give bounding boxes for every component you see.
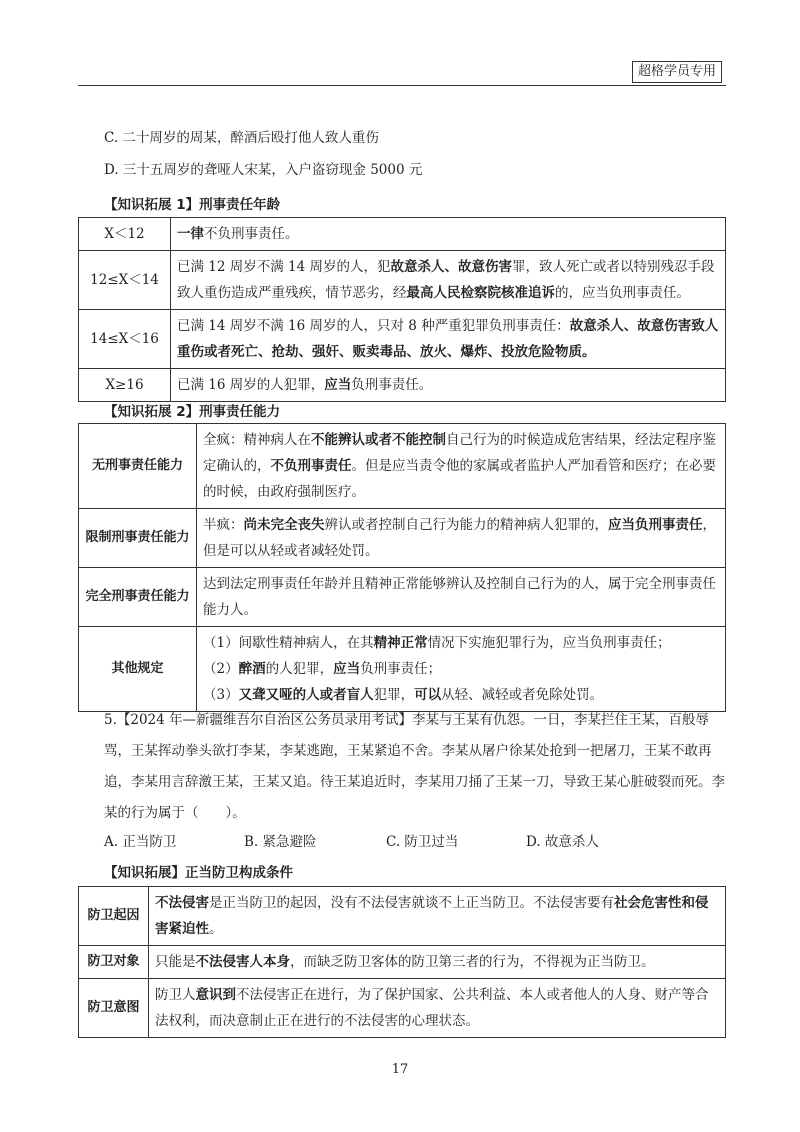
- bold-text: 不法侵害: [155, 895, 209, 911]
- q5-option-b: B. 紧急避险: [244, 834, 317, 850]
- ext1-title: 【知识拓展 1】刑事责任年龄: [104, 197, 281, 213]
- text: 辨认或者控制自己行为能力的精神病人犯罪的，: [324, 517, 608, 533]
- q5-option-d: D. 故意杀人: [526, 834, 599, 850]
- capacity-desc: [197, 627, 726, 712]
- age-range: 12≤X＜14: [79, 251, 171, 310]
- text: 情况下实施犯罪行为，应当负刑事责任；: [427, 635, 671, 651]
- bold-text: 不能辨认或者不能控制: [311, 432, 446, 448]
- bold-text: 社会危害性和侵害紧迫性: [155, 895, 709, 937]
- capacity-label: 无刑事责任能力: [79, 424, 197, 509]
- text: 是正当防卫的起因，没有不法侵害就谈不上正当防卫。不法侵害要有: [209, 895, 614, 911]
- capacity-line: [203, 656, 719, 682]
- text: 已满 12 周岁不满 14 周岁的人，犯: [177, 259, 391, 275]
- text: 防卫人: [155, 987, 196, 1003]
- defense-desc: [149, 887, 726, 946]
- option-c: C. 二十周岁的周某，醉酒后殴打他人致人重伤: [104, 130, 379, 146]
- bold-text: 应当: [324, 377, 352, 393]
- bold-text: 意识到: [195, 987, 236, 1003]
- age-rule: [171, 369, 726, 402]
- question-5: 5.【2024 年—新疆维吾尔自治区公务员录用考试】李某与王某有仇怨。一日，李某拦住王某，百般辱骂，王某挥动拳头欲打李某，李某逃跑，王某紧追不舍。李某从屠户徐某处抢到一把屠刀，王某不敢再追，李某用言辞激王某，王某又追。待王某追近时，李某用刀捅了王某一刀，导致王某心脏破裂而死。李某的行为属于（ ）。: [104, 712, 725, 821]
- header-rule: [78, 85, 726, 86]
- text: （2）: [203, 661, 239, 677]
- text: 只能是: [155, 954, 196, 970]
- age-range: X＜12: [79, 218, 171, 251]
- text: 负刑事责任。: [351, 377, 433, 393]
- age-row: [79, 310, 726, 369]
- capacity-table: [78, 423, 726, 712]
- text: 负刑事责任；: [360, 661, 442, 677]
- q5-option-a: A. 正当防卫: [104, 834, 177, 850]
- capacity-row: [79, 627, 726, 712]
- age-rule: [171, 310, 726, 369]
- bold-text: 应当负刑事责任: [608, 517, 703, 533]
- defense-row: [79, 946, 726, 979]
- capacity-label: 其他规定: [79, 627, 197, 712]
- ext2-title: 【知识拓展 2】刑事责任能力: [104, 404, 281, 420]
- bold-text: 精神正常: [373, 635, 428, 651]
- text: （3）: [203, 687, 239, 703]
- capacity-desc: [197, 424, 726, 509]
- defense-label: 防卫起因: [79, 887, 149, 946]
- defense-desc: [149, 946, 726, 979]
- age-table: [78, 217, 726, 402]
- q5-option-c: C. 防卫过当: [386, 834, 459, 850]
- bold-text: 又聋又哑的人或者盲人: [238, 687, 374, 703]
- capacity-line: [203, 512, 719, 564]
- bold-text: 不法侵害人本身: [195, 954, 290, 970]
- capacity-row: [79, 509, 726, 568]
- defense-desc: [149, 979, 726, 1038]
- defense-row: [79, 887, 726, 946]
- text: 已满 16 周岁的人犯罪，: [177, 377, 325, 393]
- text: 已满 14 周岁不满 16 周岁的人，只对 8 种严重犯罪负刑事责任：: [177, 318, 570, 334]
- defense-label: 防卫对象: [79, 946, 149, 979]
- text: 不负刑事责任。: [204, 226, 299, 242]
- option-d: D. 三十五周岁的聋哑人宋某，入户盗窃现金 5000 元: [104, 162, 423, 178]
- age-row: [79, 251, 726, 310]
- defense-table: [78, 886, 726, 1038]
- text: 罪，致人死亡或者以特别残忍手段致人重伤造成严重残疾，情节恶劣，经: [177, 259, 715, 301]
- text: 自己行为的时候造成危害结果，经法定程序鉴定确认的，: [203, 432, 716, 474]
- text: 的，应当负刑事责任。: [555, 285, 690, 301]
- capacity-desc: [197, 509, 726, 568]
- text: ，但是可以从轻或者减轻处罚。: [203, 517, 716, 559]
- age-row: [79, 218, 726, 251]
- age-range: 14≤X＜16: [79, 310, 171, 369]
- bold-text: 一律: [177, 226, 204, 242]
- text: （1）间歇性精神病人，在其: [203, 635, 374, 651]
- capacity-line: [203, 571, 719, 623]
- capacity-row: [79, 568, 726, 627]
- defense-label: 防卫意图: [79, 979, 149, 1038]
- bold-text: 可以: [414, 687, 442, 703]
- capacity-label: 完全刑事责任能力: [79, 568, 197, 627]
- capacity-row: [79, 424, 726, 509]
- capacity-desc: [197, 568, 726, 627]
- text: 不法侵害正在进行，为了保护国家、公共利益、本人或者他人的人身、财产等合法权利，而决意制止正在进行的不法侵害的心理状态。: [155, 987, 709, 1029]
- bold-text: 应当: [333, 661, 361, 677]
- age-rule: [171, 218, 726, 251]
- ext3-title: 【知识拓展】正当防卫构成条件: [104, 865, 293, 881]
- bold-text: 最高人民检察院核准追诉: [406, 285, 555, 301]
- age-row: [79, 369, 726, 402]
- text: 犯罪，: [373, 687, 415, 703]
- text: 的人犯罪，: [265, 661, 334, 677]
- text: 。: [209, 921, 223, 937]
- page-number: 17: [391, 1062, 409, 1077]
- text: 全疯：精神病人在: [203, 432, 311, 448]
- bold-text: 故意杀人、故意伤害: [390, 259, 513, 275]
- defense-row: [79, 979, 726, 1038]
- bold-text: 尚未完全丧失: [243, 517, 325, 533]
- header-badge: 超格学员专用: [632, 61, 722, 83]
- text: 达到法定刑事责任年龄并且精神正常能够辨认及控制自己行为的人，属于完全刑事责任能力人。: [203, 576, 716, 618]
- text: 从轻、减轻或者免除处罚。: [441, 687, 604, 703]
- text: 半疯：: [203, 517, 244, 533]
- capacity-line: [203, 427, 719, 505]
- capacity-label: 限制刑事责任能力: [79, 509, 197, 568]
- text: ，而缺乏防卫客体的防卫第三者的行为，不得视为正当防卫。: [290, 954, 655, 970]
- text: 。但是应当责令他的家属或者监护人严加看管和医疗；在必要的时候，由政府强制医疗。: [203, 458, 716, 500]
- capacity-line: [203, 630, 719, 656]
- age-rule: [171, 251, 726, 310]
- age-range: X≥16: [79, 369, 171, 402]
- bold-text: 不负刑事责任: [270, 458, 352, 474]
- bold-text: 醉酒: [238, 661, 266, 677]
- bold-text: 故意杀人、故意伤害致人重伤或者死亡、抢劫、强奸、贩卖毒品、放火、爆炸、投放危险物质。: [177, 318, 719, 360]
